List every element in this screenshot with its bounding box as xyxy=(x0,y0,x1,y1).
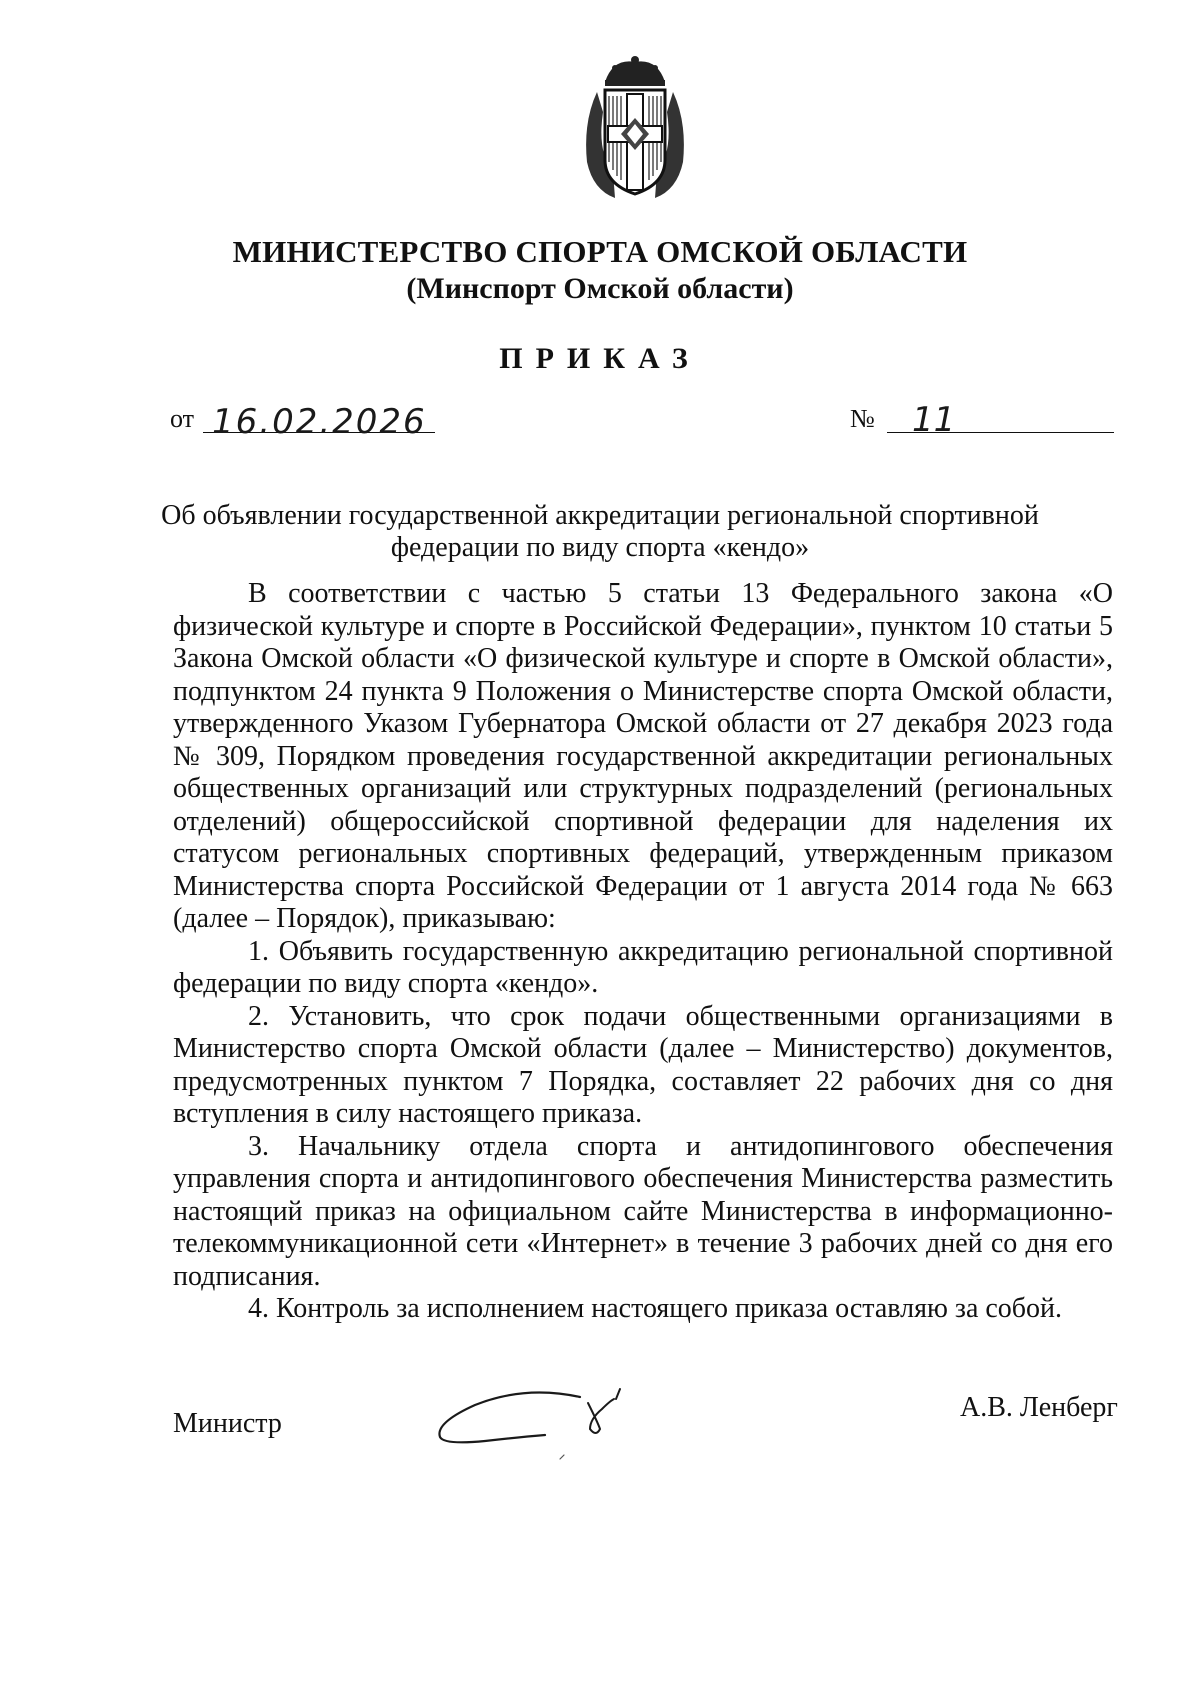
handwritten-signature-icon xyxy=(430,1375,690,1475)
subject-line: федерации по виду спорта «кендо» xyxy=(390,532,810,563)
subject-line: Об объявлении государственной аккредитации региональной спортивной xyxy=(161,500,1039,531)
order-item-2: 2. Установить, что срок подачи общественными организациями в Министерство спорта Омской области (далее – Министерство) документов, предусмотренных пунктом 7 Порядка, составляет 22 рабочих дня со дня вступления в силу настоящего приказа. xyxy=(173,1000,1113,1129)
document-subject xyxy=(150,500,1050,564)
organization-title: МИНИСТЕРСТВО СПОРТА ОМСКОЙ ОБЛАСТИ xyxy=(232,234,968,269)
preamble-paragraph: В соответствии с частью 5 статьи 13 Федерального закона «О физической культуре и спорте в Российской Федерации», пунктом 10 статьи 5 Закона Омской области «О физической культуре и спорте в Омской области», подпунктом 24 пункта 9 Положения о Министерстве спорта Омской области, утвержденного Указом Губернатора Омской области от 27 декабря 2023 года № 309, Порядком проведения государственной аккредитации региональных общественных организаций или структурных подразделений (региональных отделений) общероссийской спортивной федерации для наделения их статусом региональных спортивных федераций, утвержденным приказом Министерства спорта Российской Федерации от 1 августа 2014 года № 663 (далее – Порядок), приказываю: xyxy=(173,578,1113,934)
order-item-1: 1. Объявить государственную аккредитацию региональной спортивной федерации по виду спорта «кендо». xyxy=(173,935,1113,999)
order-item-4: 4. Контроль за исполнением настоящего приказа оставляю за собой. xyxy=(248,1293,1063,1324)
order-item-3: 3. Начальнику отдела спорта и антидопингового обеспечения управления спорта и антидопингового обеспечения Министерства разместить настоящий приказ на официальном сайте Министерства в информационно-телекоммуникационной сети «Интернет» в течение 3 рабочих дней со дня его подписания. xyxy=(173,1130,1113,1292)
document-body xyxy=(173,578,1113,1326)
document-type-heading: ПРИКАЗ xyxy=(499,342,701,375)
number-prefix: № xyxy=(850,404,875,433)
coat-of-arms-icon xyxy=(575,52,695,202)
document-number: 11 xyxy=(912,400,956,440)
signatory-name: А.В. Ленберг xyxy=(960,1392,1118,1423)
document-date: 16.02.2026 xyxy=(212,402,427,442)
signatory-position: Министр xyxy=(173,1408,282,1439)
date-prefix: от xyxy=(170,404,195,433)
organization-short-title: (Минспорт Омской области) xyxy=(406,272,794,305)
